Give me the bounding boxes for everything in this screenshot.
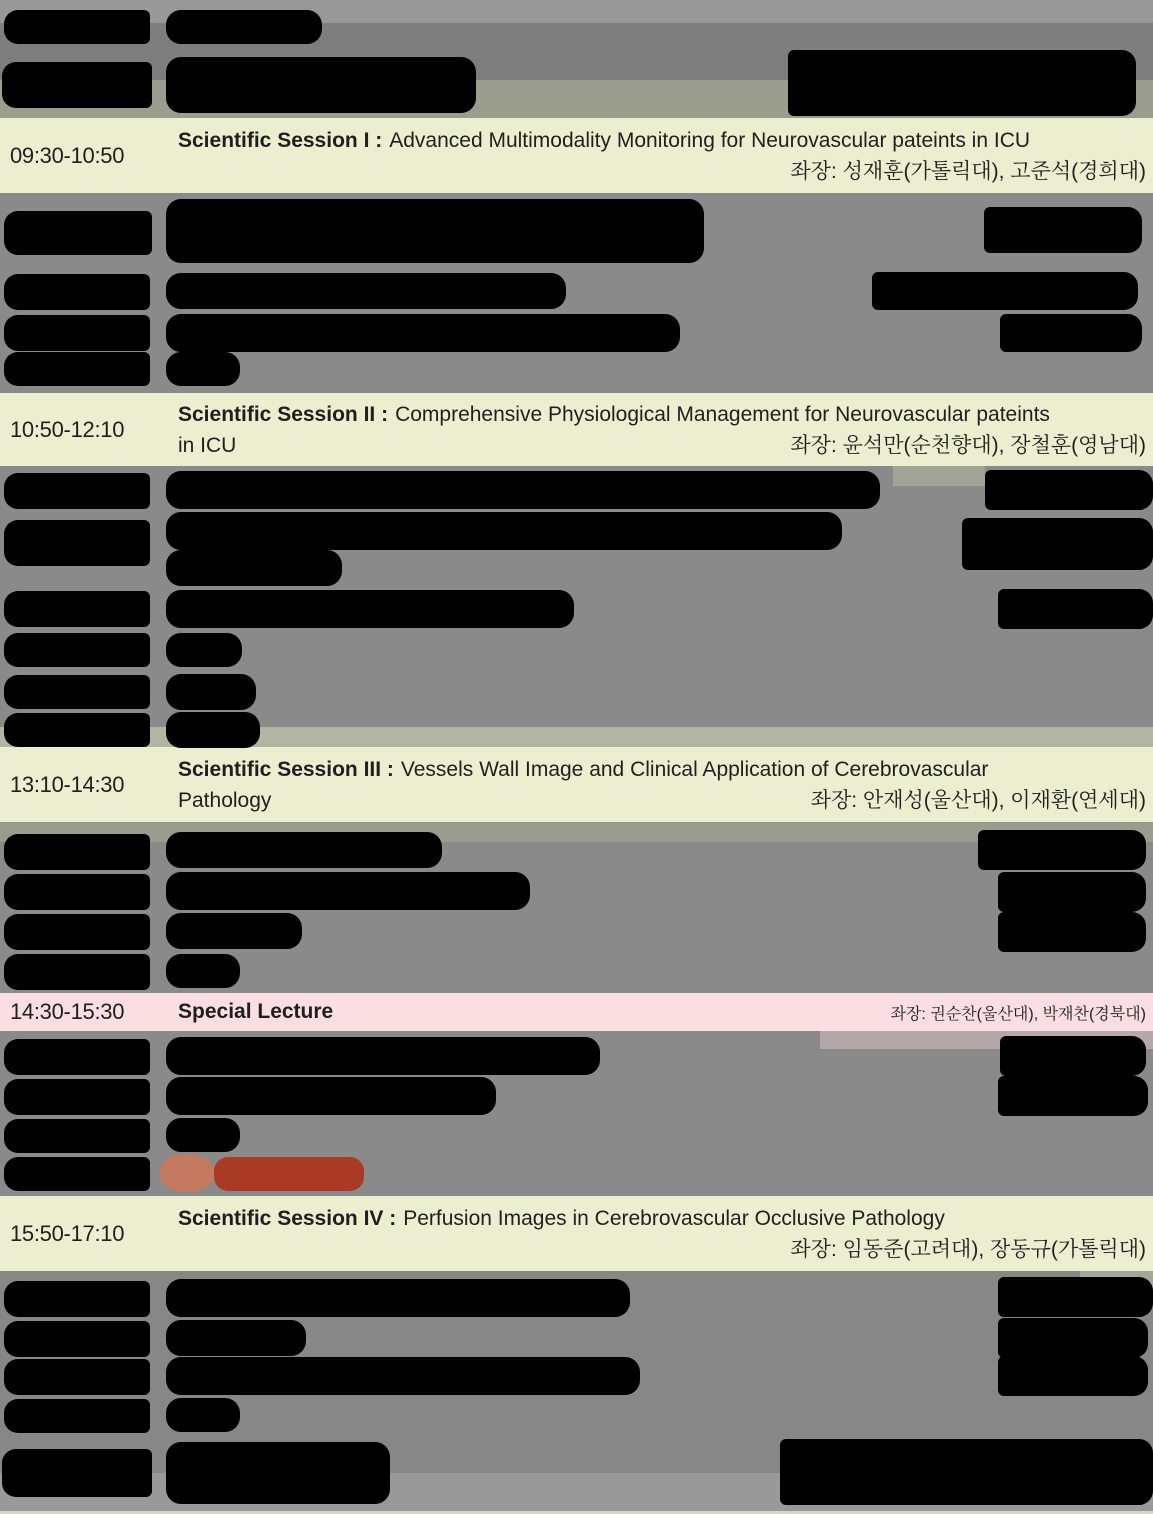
session-3-chairs-line (178, 785, 1146, 816)
redacted-speaker-special-lecture (998, 1076, 1148, 1116)
session-1-title-line (178, 125, 1146, 156)
redacted-time-closing (2, 1449, 152, 1497)
session-2-header (0, 393, 1153, 466)
redacted-time-session-1 (4, 352, 150, 386)
redacted-time-session-1 (4, 211, 152, 255)
redacted-time-session-2 (4, 713, 150, 747)
redacted-time-session-1 (4, 315, 150, 351)
session-2-time-range: 10:50-12:10 (10, 416, 125, 442)
redacted-time-pre-session (4, 10, 150, 44)
redacted-speaker-session-3 (978, 830, 1146, 870)
session-1-time-range: 09:30-10:50 (10, 142, 125, 168)
redacted-speaker-session-3 (998, 912, 1146, 952)
session-4-chairs: 좌장: 임동준(고려대), 장동규(가톨릭대) (790, 1237, 1146, 1261)
redacted-time-special-lecture (4, 1079, 150, 1115)
redacted-title-session-2 (166, 712, 260, 748)
background-patch (893, 466, 985, 486)
redacted-time-session-4 (4, 1359, 150, 1395)
session-3-chairs: 좌장: 안재성(울산대), 이재환(연세대) (810, 788, 1146, 812)
session-1-label: Scientific Session I : (178, 128, 383, 152)
redacted-title-session-1 (166, 314, 680, 352)
session-1-chairs: 좌장: 성재훈(가톨릭대), 고준석(경희대) (790, 159, 1146, 183)
session-4-title-line (178, 1203, 1146, 1234)
session-3-title-line (178, 754, 1146, 785)
redacted-speaker-session-2 (962, 518, 1153, 570)
redacted-speaker-session-2 (985, 470, 1153, 510)
redacted-title-session-2 (166, 590, 574, 628)
special-lecture-header-body (170, 993, 1153, 1031)
session-2-title-cont: in ICU (178, 433, 237, 457)
session-2-header-body (170, 393, 1153, 466)
special-lecture-chairs: 좌장: 권순찬(울산대), 박재찬(경북대) (890, 1005, 1146, 1023)
redacted-time-session-3 (4, 834, 150, 870)
redacted-time-session-4 (4, 1321, 150, 1357)
redacted-title-session-1 (166, 352, 240, 386)
redacted-speaker-closing (780, 1439, 1153, 1505)
redacted-title-session-4 (166, 1357, 640, 1395)
session-4-time-range: 15:50-17:10 (10, 1220, 125, 1246)
redacted-time-session-3 (4, 914, 150, 950)
redacted-time-session-2 (4, 591, 150, 627)
redacted-time-session-4 (4, 1399, 150, 1433)
redacted-title-special-lecture (166, 1077, 496, 1115)
redacted-title-session-2 (166, 550, 342, 586)
session-1-chairs-line (178, 156, 1146, 187)
redacted-time-session-2 (4, 473, 150, 509)
redacted-title-closing (166, 1442, 390, 1504)
session-3-title-cont: Pathology (178, 788, 272, 812)
redacted-title-pre-session (166, 57, 476, 113)
coffee-break-label (214, 1157, 364, 1191)
redacted-time-special-lecture (4, 1039, 150, 1075)
redacted-speaker-session-4 (998, 1277, 1153, 1317)
redacted-speaker-session-4 (998, 1356, 1148, 1396)
redacted-speaker-session-1 (984, 207, 1142, 253)
coffee-icon (160, 1154, 214, 1192)
special-lecture-time-range: 14:30-15:30 (10, 999, 125, 1024)
redacted-title-session-2 (166, 674, 256, 710)
redacted-speaker-session-3 (998, 872, 1146, 912)
redacted-time-session-2 (4, 520, 150, 566)
redacted-speaker-session-4 (998, 1318, 1148, 1358)
session-3-header (0, 747, 1153, 822)
session-1-header-body (170, 118, 1153, 193)
redacted-title-session-2 (166, 471, 880, 509)
redacted-time-coffee-break (4, 1157, 150, 1191)
redacted-time-special-lecture (4, 1119, 150, 1153)
special-lecture-label: Special Lecture (178, 1000, 334, 1023)
session-2-title: Comprehensive Physiological Management for Neurovascular pateints (395, 402, 1050, 426)
redacted-speaker-session-1 (1000, 314, 1142, 352)
redacted-speaker-pre-session (788, 50, 1136, 116)
redacted-time-session-3 (4, 954, 150, 990)
redacted-time-pre-session (2, 62, 152, 108)
session-4-header (0, 1196, 1153, 1271)
redacted-title-session-1 (166, 199, 704, 263)
session-4-title: Perfusion Images in Cerebrovascular Occlusive Pathology (403, 1206, 945, 1230)
redacted-time-session-4 (4, 1281, 150, 1317)
redacted-title-special-lecture (166, 1037, 600, 1075)
session-1-header (0, 118, 1153, 193)
redacted-title-session-3 (166, 872, 530, 910)
special-lecture-header (0, 993, 1153, 1031)
session-3-title: Vessels Wall Image and Clinical Application of Cerebrovascular (400, 757, 989, 781)
session-2-chairs-line (178, 430, 1146, 461)
redacted-title-session-2 (166, 633, 242, 667)
session-2-label: Scientific Session II : (178, 402, 389, 426)
redacted-title-session-3 (166, 832, 442, 868)
redacted-time-session-2 (4, 633, 150, 667)
session-4-chairs-line (178, 1234, 1146, 1265)
session-3-label: Scientific Session III : (178, 757, 394, 781)
session-2-title-line (178, 399, 1146, 430)
session-2-chairs: 좌장: 윤석만(순천향대), 장철훈(영남대) (790, 433, 1146, 457)
redacted-title-session-4 (166, 1279, 630, 1317)
session-4-header-body (170, 1196, 1153, 1271)
redacted-speaker-session-1 (872, 272, 1138, 310)
session-3-header-body (170, 747, 1153, 822)
redacted-title-pre-session (166, 10, 322, 44)
redacted-time-session-3 (4, 874, 150, 910)
redacted-title-special-lecture (166, 1118, 240, 1152)
redacted-title-session-2 (166, 512, 842, 550)
redacted-title-session-3 (166, 913, 302, 949)
redacted-title-session-4 (166, 1398, 240, 1432)
session-1-title: Advanced Multimodality Monitoring for Neurovascular pateints in ICU (389, 128, 1031, 152)
redacted-speaker-session-2 (998, 589, 1153, 629)
redacted-title-session-1 (166, 273, 566, 309)
session-4-label: Scientific Session IV : (178, 1206, 397, 1230)
redacted-time-session-2 (4, 675, 150, 709)
redacted-time-session-1 (4, 274, 150, 310)
redacted-title-session-4 (166, 1320, 306, 1356)
redacted-title-session-3 (166, 954, 240, 988)
redacted-speaker-special-lecture (1000, 1036, 1146, 1076)
session-3-time-range: 13:10-14:30 (10, 771, 125, 797)
